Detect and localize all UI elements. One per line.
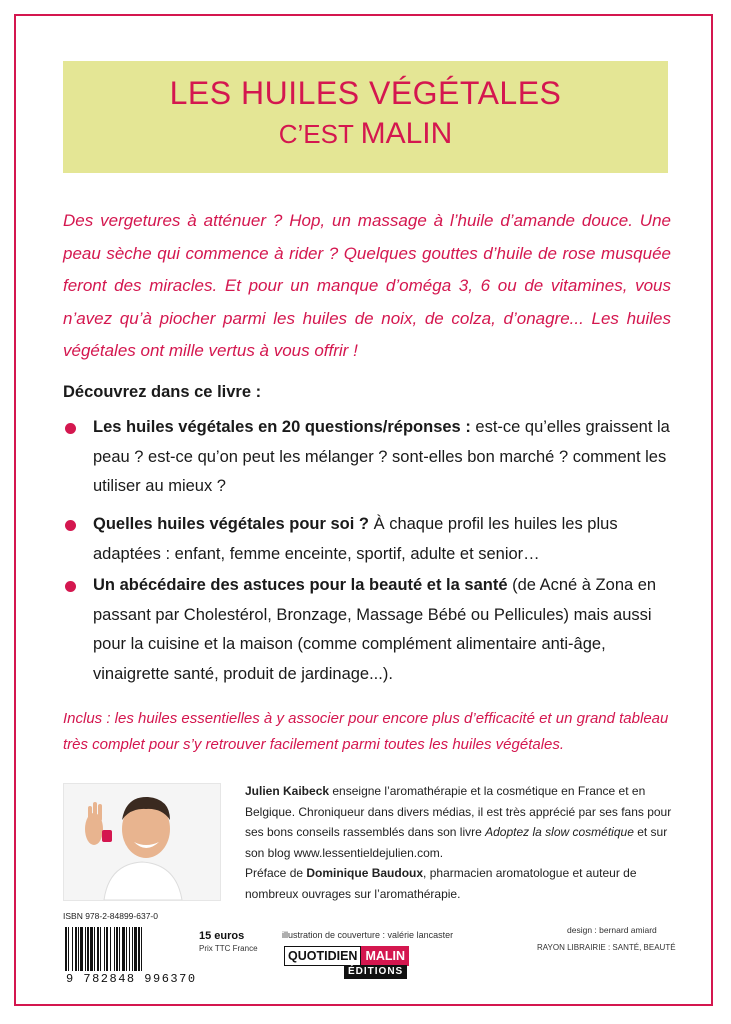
list-item-text: À chaque profil les huiles les plus adaptées : enfant, femme enceinte, sportif, adulte et senior… [93, 515, 618, 563]
title-line-2-prefix: C’EST [278, 119, 354, 149]
bullet-dot-icon [65, 581, 76, 592]
preface-paragraph [245, 863, 675, 904]
list-item [93, 510, 683, 569]
list-item-text: (de Acné à Zona en passant par Cholestérol, Bronzage, Massage Bébé ou Pellicules) mais aussi pour la cuisine et la maison (comme complément alimentaire anti-âge, vinaigrette santé, produit de jardinage...). [93, 576, 657, 683]
title-line-2-emphasis: MALIN [360, 117, 453, 150]
included-note: Inclus : les huiles essentielles à y associer pour encore plus d’efficacité et un grand tableau très complet pour s’y retrouver facilement parmi toutes les huiles végétales. [63, 710, 669, 753]
list-item [93, 571, 683, 689]
author-bio-text-2: et sur son blog www.lessentieldejulien.com. [245, 825, 668, 860]
bullet-dot-icon [65, 520, 76, 531]
title-line-1: LES HUILES VÉGÉTALES [169, 75, 562, 111]
publisher-logo-part3: ÉDITIONS [344, 965, 407, 979]
rayon-label: RAYON LIBRAIRIE : SANTÉ, BEAUTÉ [537, 943, 676, 952]
author-bio [245, 781, 675, 904]
publisher-logo-part2: MALIN [361, 946, 409, 966]
list-item [93, 413, 683, 502]
intro-paragraph: Des vergetures à atténuer ? Hop, un massage à l’huile d’amande douce. Une peau sèche qui commence à rider ? Quelques gouttes d’huile de rose musquée feront des miracles. Et pour un manque d’oméga 3, 6 ou de vitamines, vous n’avez qu’à piocher parmi les huiles de noix, de colza, d’onagre... Les huiles végétales ont mille vertus à vous offrir ! [63, 211, 671, 360]
bullet-dot-icon [65, 423, 76, 434]
author-bio-paragraph [245, 781, 675, 863]
title-banner [63, 61, 668, 173]
author-name: Julien Kaibeck [245, 784, 330, 798]
publisher-logo-top [284, 946, 448, 966]
list-item-bold: Les huiles végétales en 20 questions/réponses : [93, 418, 471, 436]
author-portrait-icon [64, 784, 220, 900]
price: 15 euros [199, 930, 245, 942]
publisher-logo [284, 946, 448, 978]
author-photo [63, 783, 221, 901]
publisher-logo-part1: QUOTIDIEN [284, 946, 361, 966]
preface-prefix: Préface de [245, 866, 307, 880]
barcode-number: 9 782848 996370 [66, 972, 197, 986]
design-credit: design : bernard amiard [567, 925, 657, 935]
list-item-bold: Un abécédaire des astuces pour la beauté et la santé [93, 576, 508, 594]
list-item-text: est-ce qu’elles graissent la peau ? est-ce qu’on peut les mélanger ? sont-elles bon marché ? comment les utiliser au mieux ? [93, 418, 670, 495]
author-bio-text: enseigne l’aromathérapie et la cosmétique en France et en Belgique. Chroniqueur dans divers médias, il est très apprécié par ses fans pour ses bons conseils rassemblés dans son livre [245, 784, 672, 839]
illustration-credit: illustration de couverture : valérie lancaster [282, 930, 454, 940]
list-item-bold: Quelles huiles végétales pour soi ? [93, 515, 370, 533]
preface-author: Dominique Baudoux [306, 866, 424, 880]
price-note: Prix TTC France [199, 944, 258, 953]
preface-suffix: , pharmacien aromatologue et auteur de nombreux ouvrages sur l’aromathérapie. [245, 866, 637, 901]
title-line-2 [63, 117, 668, 151]
isbn: ISBN 978-2-84899-637-0 [63, 911, 158, 921]
author-book-title: Adoptez la slow cosmétique [485, 825, 634, 839]
discover-heading: Découvrez dans ce livre : [63, 383, 262, 401]
